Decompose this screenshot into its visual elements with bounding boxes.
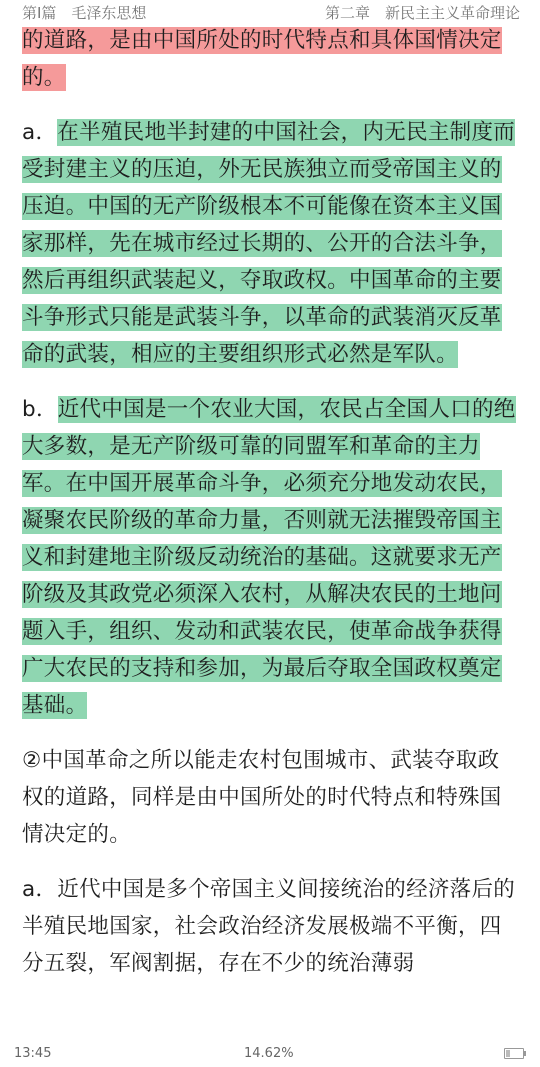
paragraph-2: ②中国革命之所以能走农村包围城市、武装夺取政权的道路，同样是由中国所处的时代特点和特殊国情决定的。	[22, 748, 502, 847]
paragraph-b	[22, 391, 520, 724]
item-label-b: b．	[22, 397, 58, 422]
reader-header	[0, 0, 540, 24]
book-section-label: 第Ⅰ篇 毛泽东思想	[22, 4, 147, 22]
chapter-title: 第二章 新民主主义革命理论	[324, 4, 520, 22]
reading-content[interactable]	[22, 22, 520, 1000]
paragraph-a	[22, 114, 520, 373]
reading-progress: 14.62%	[244, 1046, 294, 1061]
paragraph-0	[22, 22, 520, 96]
clock-time: 13:45	[14, 1046, 52, 1061]
paragraph-a2: a．近代中国是多个帝国主义间接统治的经济落后的半殖民地国家，社会政治经济发展极端不平衡，四分五裂，军阀割据，存在不少的统治薄弱	[22, 877, 516, 976]
highlight-red[interactable]: 的道路，是由中国所处的时代特点和具体国情决定的。	[22, 28, 502, 90]
highlight-green-a[interactable]: 在半殖民地半封建的中国社会，内无民主制度而受封建主义的压迫，外无民族独立而受帝国主义的压迫。中国的无产阶级根本不可能像在资本主义国家那样，先在城市经过长期的、公开的合法斗争，然后再组织武装起义，夺取政权。中国革命的主要斗争形式只能是武装斗争，以革命的武装消灭反革命的武装，相应的主要组织形式必然是军队。	[22, 120, 516, 367]
battery-level	[506, 1050, 510, 1057]
item-label-a: a．	[22, 120, 58, 145]
battery-icon	[504, 1048, 524, 1059]
reader-footer	[0, 1040, 540, 1067]
highlight-green-b[interactable]: 近代中国是一个农业大国，农民占全国人口的绝大多数，是无产阶级可靠的同盟军和革命的主力军。在中国开展革命斗争，必须充分地发动农民，凝聚农民阶级的革命力量，否则就无法摧毁帝国主义和封建地主阶级反动统治的基础。这就要求无产阶级及其政党必须深入农村，从解决农民的土地问题入手，组织、发动和武装农民，使革命战争获得广大农民的支持和参加，为最后夺取全国政权奠定基础。	[22, 397, 516, 718]
